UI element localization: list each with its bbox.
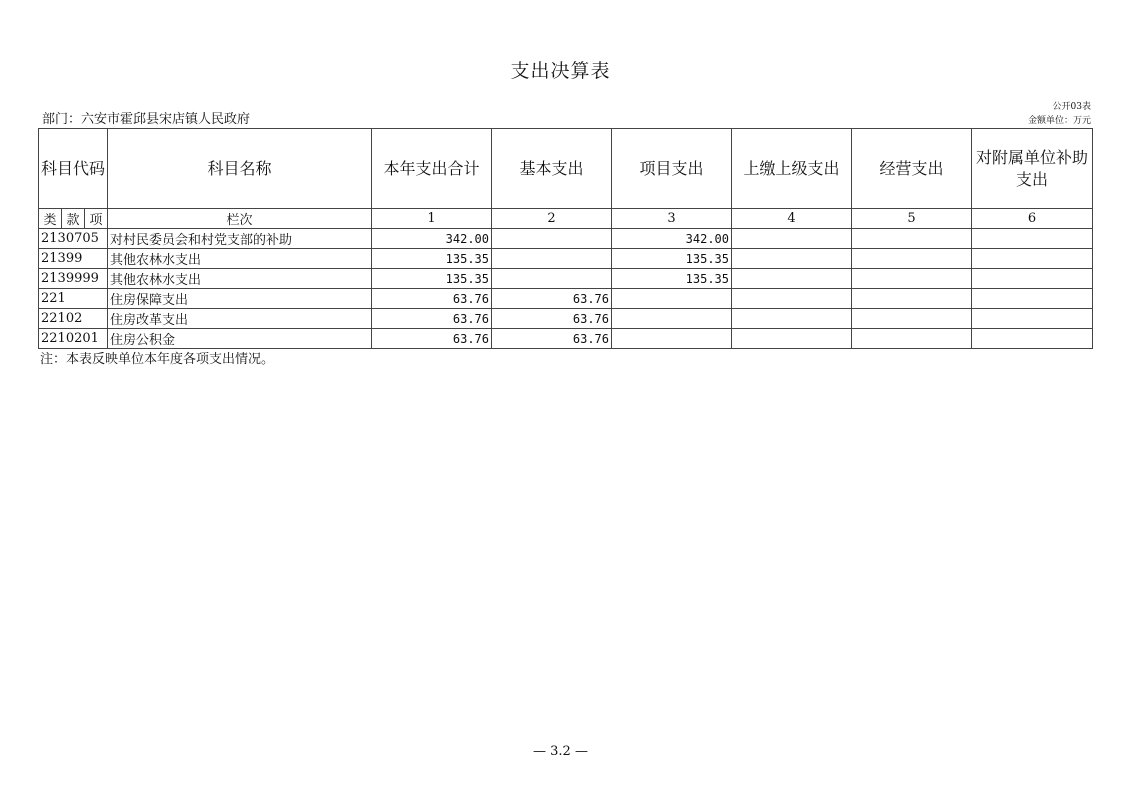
- expenditure-table: [38, 128, 1093, 349]
- cell-business: [852, 229, 972, 249]
- cell-total: 135.35: [372, 269, 492, 289]
- cell-project: 342.00: [612, 229, 732, 249]
- subheader-kuan: 款: [62, 209, 85, 228]
- cell-code: 221: [39, 289, 108, 309]
- subheader-row: [39, 209, 1093, 229]
- cell-code: 2210201: [39, 329, 108, 349]
- header-name: 科目名称: [108, 129, 372, 209]
- header-upper: 上缴上级支出: [732, 129, 852, 209]
- subheader-xiang: 项: [89, 213, 103, 228]
- cell-name: 住房改革支出: [108, 309, 372, 329]
- cell-project: [612, 289, 732, 309]
- subheader-c1: 1: [372, 209, 492, 229]
- table-row: [39, 249, 1093, 269]
- cell-total: 135.35: [372, 249, 492, 269]
- cell-upper: [732, 249, 852, 269]
- table-row: [39, 309, 1093, 329]
- form-meta: [1028, 100, 1091, 128]
- amount-unit: 金额单位：万元: [1027, 116, 1091, 126]
- subheader-c2: 2: [492, 209, 612, 229]
- cell-subsidiary: [972, 269, 1093, 289]
- subheader-c3: 3: [612, 209, 732, 229]
- cell-name: 对村民委员会和村党支部的补助: [108, 229, 372, 249]
- header-row: [39, 129, 1093, 209]
- cell-subsidiary: [972, 249, 1093, 269]
- cell-business: [852, 309, 972, 329]
- subheader-c5: 5: [852, 209, 972, 229]
- cell-subsidiary: [972, 309, 1093, 329]
- cell-name: 其他农林水支出: [108, 249, 372, 269]
- cell-business: [852, 249, 972, 269]
- cell-basic: 63.76: [492, 289, 612, 309]
- cell-basic: 63.76: [492, 309, 612, 329]
- cell-basic: [492, 269, 612, 289]
- cell-basic: [492, 249, 612, 269]
- cell-upper: [732, 289, 852, 309]
- cell-upper: [732, 269, 852, 289]
- cell-project: [612, 309, 732, 329]
- cell-project: 135.35: [612, 249, 732, 269]
- cell-upper: [732, 329, 852, 349]
- form-number: 公开03表: [1052, 102, 1091, 112]
- header-total: 本年支出合计: [372, 129, 492, 209]
- cell-name: 住房公积金: [108, 329, 372, 349]
- subheader-lei: 类: [39, 209, 62, 228]
- cell-code: 2139999: [39, 269, 108, 289]
- cell-business: [852, 289, 972, 309]
- subheader-c4: 4: [732, 209, 852, 229]
- cell-code: 22102: [39, 309, 108, 329]
- page-number: — 3.2 —: [533, 744, 588, 759]
- cell-total: 63.76: [372, 289, 492, 309]
- cell-name: 其他农林水支出: [108, 269, 372, 289]
- cell-subsidiary: [972, 329, 1093, 349]
- document-title: 支出决算表: [510, 60, 611, 82]
- cell-name: 住房保障支出: [108, 289, 372, 309]
- cell-basic: [492, 229, 612, 249]
- cell-project: [612, 329, 732, 349]
- header-code: 科目代码: [39, 129, 108, 209]
- table-row: [39, 229, 1093, 249]
- cell-total: 63.76: [372, 309, 492, 329]
- cell-code: 2130705: [39, 229, 108, 249]
- cell-business: [852, 329, 972, 349]
- subheader-code-parts: [39, 209, 108, 229]
- cell-total: 342.00: [372, 229, 492, 249]
- cell-upper: [732, 309, 852, 329]
- table-row: [39, 289, 1093, 309]
- header-business: 经营支出: [852, 129, 972, 209]
- subheader-lanci: 栏次: [108, 209, 372, 229]
- cell-subsidiary: [972, 229, 1093, 249]
- header-basic: 基本支出: [492, 129, 612, 209]
- cell-subsidiary: [972, 289, 1093, 309]
- table-row: [39, 269, 1093, 289]
- department-label: 部门：六安市霍邱县宋店镇人民政府: [42, 112, 251, 127]
- cell-total: 63.76: [372, 329, 492, 349]
- header-project: 项目支出: [612, 129, 732, 209]
- subheader-c6: 6: [972, 209, 1093, 229]
- cell-code: 21399: [39, 249, 108, 269]
- table-note: 注：本表反映单位本年度各项支出情况。: [40, 352, 275, 367]
- cell-upper: [732, 229, 852, 249]
- cell-project: 135.35: [612, 269, 732, 289]
- header-subsidiary: 对附属单位补助支出: [972, 129, 1093, 209]
- cell-business: [852, 269, 972, 289]
- cell-basic: 63.76: [492, 329, 612, 349]
- table-row: [39, 329, 1093, 349]
